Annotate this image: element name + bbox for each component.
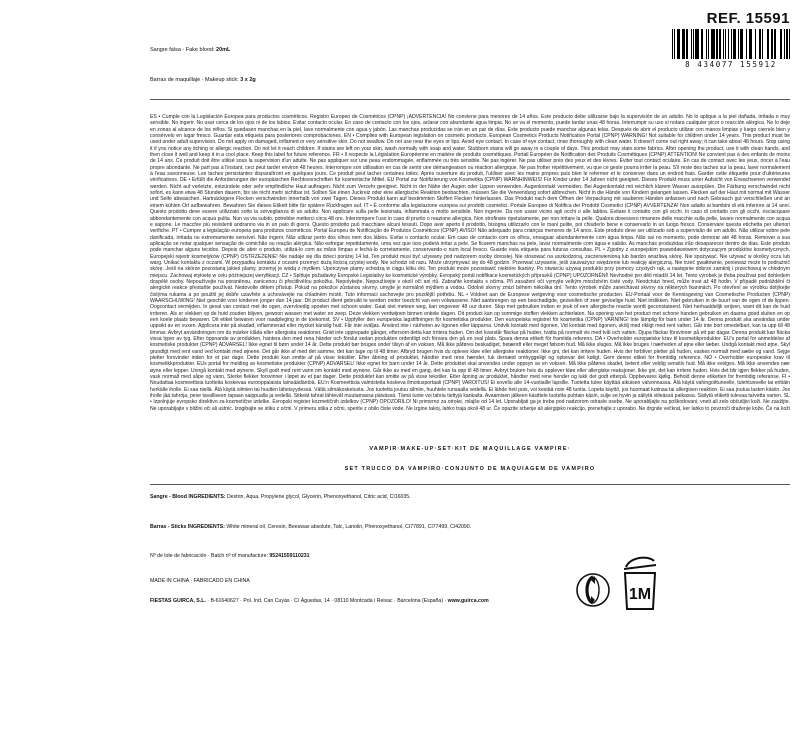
label-page	[10, 10, 790, 726]
reference-code: REF. 15591	[706, 10, 790, 27]
open-jar-icon	[620, 553, 660, 613]
barcode	[672, 29, 790, 69]
green-dot-icon	[575, 572, 611, 608]
divider	[150, 484, 790, 485]
company-address: FIESTAS GUIRCA, S.L. · B-61640627 · Pol. Ind. Can Cuyàs · C/ Águedas, 14 · 08110 Montcada i Reixac · Barcelona (España) · www.guirca.com	[150, 598, 489, 604]
blood-volume: Sangre falsa · Fake blood: 20mL	[150, 47, 231, 53]
pao-label: 1M	[628, 586, 652, 603]
barcode-bars	[672, 29, 790, 59]
batch-number: Nº de lote de fabricación · Batch nº of manufacture: 95241559110231	[150, 553, 310, 559]
warnings-text: ES • Cumple con la Legislación Europea para productos cosméticos. Registro Europeo de Cosméticos (CPNP) ¡ADVERTENCIA! No conviene para menores de 14 años. Este producto debe utilizarse bajo la supervisión de un adulto. No lo aplique a la piel dañada, irritada o muy sensible. No ingerir. No usar cerca de los ojos ni de los labios. Evitar contacto ocular. En caso de contacto con los ojos, aclarar con abundante agua limpia. No se va el momento, puede tardar unas 48 horas. Interrumpir su uso si notara cualquier picor o reacción alérgica. No lo deje en zonas al alcance de los niños. Si quedasen manchas en la piel, lave normalmente con agua y jabón. Las manchas producidas se irán en un par de días. Este producto puede manchar algunas telas. Después de abrir el producto utilizar con manos limpias y luego cierrelo bien y consérvelo en lugar fresco. Guardar esta etiqueta para posteriores comprobaciones. EN • Complies with European legislation on cosmetic products. European Cosmetics Products Notification Portal (CPNP) WARNING! Not suitable for children under 14 years. This product must be used under adult supervision. Do not apply on damaged, inflamed or very sensitive skin. Do not swallow. Do not use near the eyes or lips. Avoid eye contact. In case of eye contact, rinse thoroughly with clean water. It doesn't come out right away; it can take about 48 hours. Stop using it if you notice any itching or allergic reaction. Do not let it reach children. If stains are left on your skin, wash normally with soap and water. Stubborn stains will go away in a couple of days. This product may stain some fabrics. After opening the product, use it with clean hands, and then close it well and keep it in a cool place. Keep this label for future reference. FR • Il respecte la Législation Européenne en matière de produits cosmétiques. Portail Européen de Notification des Produits Cosmétiques (CPNP) ATTENTION! Ne convient pas à des enfants de moins de 14 ans. Ce produit doit être utilisé sous la supervision d'un adulte. Ne pas appliquer sur une peau endommagée, enflammée ou très sensible. Ne pas ingérer. Ne pas utiliser près des yeux et des lèvres. Éviter tout contact oculaire. En cas de contact avec les yeux, rincer à l'eau propre abondante. Ne part pas à l'instant, ceci peut tarder environ 48 heures. Interrompre son utilisation en cas de sentir une démangeaison ou réaction allergique. Ne pas frotter répétitivement, vu que ce geste pourra irriter la peau. S'il reste des taches sur la peau, laver normalement à l'eau savonneuse. Les taches persistantes disparaîtront en quelques jours. Ce produit peut tacher certaines toiles. Après ouverture du produit, l'utiliser avec les mains propres puis bien le refermer et le conserver dans un endroit frais. Garder cette étiquette pour d'ultérieures vérifications. DE • Erfüllt die Anforderungen der europäischen Rechtsvorschriften für kosmetische Mittel. EU Portal zur Notifizierung von Kosmetika (CPNP) WARNHINWEIS! Für Kinder unter 14 Jahren nicht geeignet. Dieses Produkt muss unter Aufsicht von Erwachsenen verwendet werden. Nicht auf verletzte, entzündete oder sehr empfindliche Haut auftragen. Nicht zum Verzehr geeignet. Nicht in der Nähe der Augen oder Lippen verwenden. Augenkontakt vermeiden. Bei Augenkontakt mit reichlich klarem Wasser ausspülen. Die Färbung verschwindet nicht sofort, es kann etwa 48 Stunden dauern, bis sie nicht mehr sichtbar ist. Sollten Sie einen Juckreiz oder eine allergische Reaktion beobachten, müssen Sie die Verwendung sofort abbrechen. Nicht in die Hände von Kindern gelangen lassen. Flecken auf der Haut mit normal mit Wasser und Seife abwaschen. Hartnäckigere Flecken verschwinden innerhalb von zwei Tagen. Dieses Produkt kann auf bestimmten Stoffen Flecken hinterlassen. Das Produkt nach dem Öffnen der Verpackung mit sauberen Händen anfassen und nach Gebrauch gut verschließen und an einem kühlen Ort aufbewahren. Bewahren Sie dieses Etikett bitte für spätere Rückfragen auf. IT • È conforme alla legislazione europea sui prodotti cosmetici. Portale Europeo di Notifica dei Prodotti Cosmetici (CPNP) AVVERTENZA! Non adatto ai bambini di età inferiore ai 14 anni. Questo prodotto deve essere utilizzato sotto la sorveglianza di un adulto. Non applicare sulla pelle lesionata, infiammata o molto sensibile. Non ingerire. Da non usare vicino agli occhi o alle labbra. Evitare il contatto con gli occhi. In caso di contatto con gli occhi, risciacquare abbondantemente con acqua pulita. Non va via subito, potrebbe metterci circa 48 ore. Interrompere l'uso in caso di prurito o reazione allergica. Non strofinare ripetutamente, per non irritare la pelle. Qualora dovessero rimanere delle macchie sulla pelle, lavare normalmente con acqua e sapone. Le macchie più resistenti andranno via in un paio di giorni. Questo prodotto può macchiare alcuni tessuti. Dopo aver aperto il prodotto, bisogna utilizzarlo con le mani pulite, poi chiuderlo bene e conservarlo in un luogo fresco. Conservare questa etichetta per ulteriori verifiche. PT • Cumpre a legislação europeia para produtos cosméticos. Portal Europeu de Notificação de Produtos Cosméticos (CPNP) AVISO! Não adequado para crianças menores de 14 anos. Este produto deve ser utilizado sob a supervisão de um adulto. Não utilizar sobre pele danificada, irritada ou extremamente sensível. Não ingerir. Não utilizar perto dos olhos nem dos lábios. Evitar o contacto ocular. Em caso de contacto com os olhos, enxaguar abundantemente com água limpa. Não sai no momento, pode demorar até 48 horas. Remover a sua aplicação se notar qualquer sensação de comichão ou reação alérgica. Não esfregar repetidamente, uma vez que isso poderá irritar a pele. Se ficarem manchas na pele, lavar normalmente com água e sabão. As manchas produzidas irão desaparecer dentro de dias. Este produto pode manchar alguns tecidos. Depois de abrir o produto, utilizá-lo com as mãos limpas e fechá-lo corretamente, conservando-o num local fresco. Guarde esta etiqueta para futuras consultas. PL • Zgodny z europejskim prawodawstwem dotyczącym produktów kosmetycznych. Europejski rejestr kosmetyków (CPNP) OSTRZEŻENIE! Nie nadaje się dla dzieci poniżej 14 lat. Ten produkt musi być używany pod nadzorem osoby dorosłej. Nie stosować na uszkodzoną, zaczerwienioną lub bardzo wrażliwą skórę. Nie spożywać. Nie używać w okolicy oczu lub warg. Unikać kontaktu z oczami. W przypadku kontaktu z oczami przemyć dużą ilością czystej wody. Nie schodzi od razu. Może utrzymywać się do 48 godzin. Przerwać używanie, jeśli zauważysz swędzenie lub reakcję alergiczną. Nie trzeć gwałtownie, ponieważ może to podrażnić skórę. Jeśli na skórze pozostaną jakieś plamy, przemyj je wodą z mydłem. Uporczywe plamy schodzą w ciągu kilku dni. Ten produkt może pozostawić niektóre tkaniny. Po otwarciu używaj produktu przy pomocy czystych rąk, a następnie dobrze zamknij i przechowuj w chłodnym miejscu. Zachowaj etykietę w celu późniejszej weryfikacji. CZ • Splňuje požadavky Evropské Legislativy ke kosmetické výrobky. Evropský portál notifikace kosmetických přípravků (CPNP) UPOZORNĚNÍ! Nevhodné pro děti mladší 14 let. Tento výrobek je třeba používat pod dohledem dospělé osoby. Nepoužívejte na poraněnou, zanícenou či přecitlivělou pokožku. Nepolykejte. Nepoužívejte v okolí očí ani rtů. Zabraňte kontaktu s očima. Při zasažení očí vymyjte velkým množstvím čisté vody. Neodchází hned, může trvat až 48 hodin. V případě podráždění či alergické reakce přestaňte používat. Nedovolte dětem přístup. Pokud na pokožce zůstanou skvrny, umyjte je normálně mýdlem a vodou. Odolné skvrny zmizí během několika dní. Tento výrobek může zanechávat skvrny na některých tkaninách. Po otevření se výrobku dotýkejte čistýma rukama a po použití jej dobře uzavřete a uchovávejte na chladném místě. Tuto informaci uschovejte pro pozdější potřebu. NL • Voldoet aan de Europese wetgeving voor cosmetische producten. EU-Portaal voor de Kennisgeving van Cosmetische Producten (CPNP) WAARSCHUWING! Niet geschikt voor kinderen jonger dan 14 jaar. Dit product dient gebruikt te worden onder toezicht van een volwassene. Niet aanbrengen op een beschadigde, gezwollen of zeer gevoelige huid. Niet inslikken. Niet gebruiken in de buurt van de ogen of de lippen. Oogcontact vermijden. In geval van contact met de ogen, overvloedig spoelen met schoon water. Gaat niet meteen weg, kan ongeveer 48 uur duren. Stop met gebruiken indien er jeuk of een allergische reactie wordt geconstateerd. Niet herhaaldelijk wrijven, want dit kan de huid irriteren. Als er vlekken op de huid zouden blijven, gewoon wassen met water en zeep. Deze vlekken verdwijnen binnen enkele dagen. Dit product kan op sommige stoffen vlekken achterlaten. Na opening van het product met schone handen gebruiken en daarna goed sluiten en op een koele plaats bewaren. Dit etiket bewaren voor raadpleging in de toekomst. SV • Uppfyller den europeiska lagstiftningen för kosmetiska produkter. Den europeiska registret för kosmetika (CPNP) VARNING! Inte lämplig för barn under 14 år. Denna produkt ska användas under uppsikt av en vuxen. Applicera inte på skadad, inflammerad eller mycket känslig hud. Får inte sväljas. Använd inte i närheten av ögonen eller läpparna. Undvik kontakt med ögonen. Vid kontakt med ögonen, skölj med rikligt med rent vatten. Går inte bort omedelbart, kan ta upp till 48 timmar. Avbryt användningen om du märker klåda eller allergiska reaktioner. Gnid inte upprepade gånger, eftersom detta kan irritera huden. Om det kvarstår fläckar på huden, tvätta på normalt vis med tvål och vatten. Djupa fläckar försvinner på ett par dagar. Denna produkt kan fläcka vissa typer av tyg. Efter öppnande av produkten, hantera den med rena händer och förslut sedan produkten ordentligt och förvara den på en sval plats. Spara denna etikett för framtida referens. DA • Overholder europæiske krav til kosmetikprodukter. EU's portal for anmeldelse af kosmetiske produkter (CPNP) ADVARSEL! Ikke egnet til børn under 14 år. Dette produkt bør bruges under tilsyn af en voksen. Må ikke påføres beskadiget, betændt eller meget følsom hud. Må ikke sluges. Må ikke bruges i nærheden af øjne eller læber. Undgå kontakt med øjne. Skyl grundigt med rent vand ved kontakt med øjnene. Det går ikke af med det samme, det kan tage op til 48 timer. Afbryd brugen hvis du oplever kløe eller allergiske reaktioner. Ikke gni, det kan irritere huden. Hvis der forbliver pletter på huden, vaskes normalt med sæbe og vand. Sejge pletter forsvinder inden for et par dage. Dette produkt kan smitte af på visse tekstiler. Efter åbning af produktet, håndter med rene hænder, luk dernæst omhyggeligt og opbevar det køligt. Gem denne etiket for fremtidig reference. NO • Overholder europeiske krav til kosmetikkprodukter. EUs portal for melding av kosmetiske produkter (CPNP) ADVARSEL! Ikke egnet for barn under 14 år. Dette produktet skal anvendes under oppsyn av en voksen. Må ikke påføres skadet, betent eller veldig sensitiv hud. Må ikke svelges. Må ikke anvendes nær øyne eller lepper. Unngå kontakt med øynene. Skyll godt med rent vann om kontakt med øynene. Går ikke av med en gang, det kan ta opp til 48 timer. Avbryt bruken hvis du opplever kløe eller allergiske reaksjoner. Ikke gni, det kan irritere huden. Hvis det blir igjen flekker på huden, vask normalt med såpe og vann. Sterke flekker forsvinner i løpet av et par dager. Dette produktet kan smitte av på visse tekstiler. Etter åpning av produktet, håndter med rene hender og lukk det godt etterpå. Oppbevares kjølig. Behold denne etiketten for fremtidig referanse. FI • Noudattaa kosmeettisia tuotteita koskevaa eurooppalaista lainsäädäntöä. EU:n Kosmeettisia valmisteita koskeva ilmoitusportaali (CPNP) VAROITUS! Ei sovellu alle 14-vuotiaille lapsille. Tuotetta tulee käyttää aikuisen valvonnassa. Älä käytä vahingoittuneelle, tulehtuneelle tai erittäin herkälle iholle. Ei saa niellä. Älä käytä silmien tai huulten läheisyydessä. Vältä silmäkosketusta. Jos tuotetta joutuu silmiin, huuhtele runsaalla vedellä. Ei lähde heti pois, voi kestää noin 48 tuntia. Lopeta käyttö, jos huomaat kutinaa tai allergisen reaktion. Ei saa joutua lasten käsiin. Jos iholle jää tahroja, pese tavalliseen tapaan saippualla ja vedellä. Sitkeät tahrat lähtevät muutamassa päivässä. Tämä tuote voi tahria tiettyjä kankaita. Avaamisen jälkeen käsittele tuotetta puhtain käsin, sulje se hyvin ja säilytä viileässä paikassa. Säilytä etiketti tulevaa tarvetta varten. SL • Izpolnjuje evropsko direktivo za kozmetične izdelke. Evropski register kozmetičnih izdelkov (CPNP) OPOZORILO! Ni primerno za otroke, mlajše od 14 let. Uporabljati ga je treba pod nadzorom odrasle osebe. Ne uporabljajte na poškodovani, vneti ali zelo občutljivi koži. Ne zaužijte. Ne uporabljajte v bližini oči ali ustnic. Izogibajte se stiku z očmi. V primeru stika z očmi, sperite z obilo čiste vode. Ne izgine takoj, lahko traja okoli 48 ur. Če opazite srbenje ali alergijsko reakcijo, prenehajte z uporabo. Ne drgnite večkrat, ker lahko to povzroči draženje kože. Če na koži	[150, 114, 790, 412]
made-in: MADE IN CHINA · FABRICADO EN CHINA	[150, 578, 250, 584]
barcode-number: 8 434077 155912	[685, 60, 777, 69]
blood-ingredients: Sangre - Blood INGREDIENTS: Dextrin, Aqua, Propylene glycol, Glycerin, Phenoxyethanol, Citric acid, CI16035.	[150, 494, 411, 500]
divider	[150, 99, 790, 100]
stick-ingredients: Barras - Sticks INGREDIENTS: White mineral oil, Ceresin, Beeswax absolute, Talc, Lanolin, Phenoxyethanol, CI77891, CI77499, CI42090.	[150, 524, 472, 530]
product-title-line-1: VAMPIR·MAKE-UP·SET·KIT DE MAQUILLAGE VAMPIRE·	[369, 446, 571, 452]
barcode-bar	[789, 29, 790, 59]
stick-weight: Barras de maquillaje · Makeup stick: 3 x 2g	[150, 77, 256, 83]
product-title-line-2: SET TRUCCO DA VAMPIRO·CONJUNTO DE MAQUIAGEM DE VAMPIRO	[344, 466, 596, 472]
